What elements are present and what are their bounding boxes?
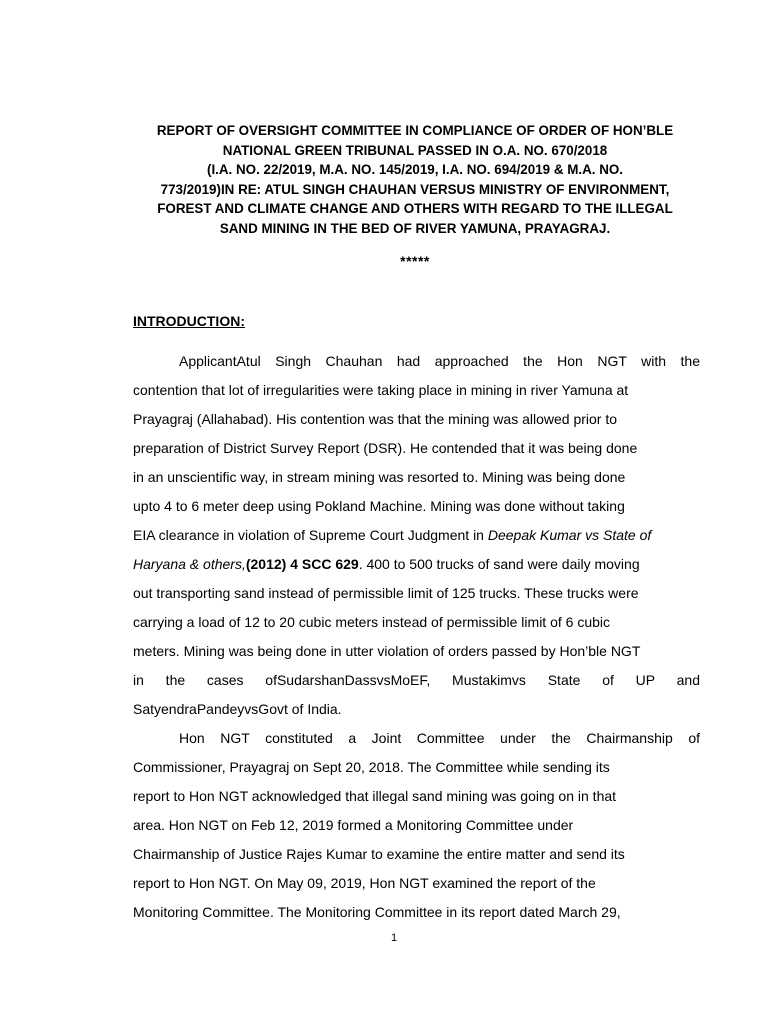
body-line: Commissioner, Prayagraj on Sept 20, 2018. The Committee while sending its [133, 759, 610, 775]
body-line: report to Hon NGT acknowledged that illegal sand mining was going on in that [133, 788, 617, 804]
body-line: in an unscientific way, in stream mining was resorted to. Mining was being done [133, 469, 626, 485]
body-line: report to Hon NGT. On May 09, 2019, Hon NGT examined the report of the [133, 875, 596, 891]
body-line: Chairmanship of Justice Rajes Kumar to examine the entire matter and send its [133, 846, 625, 862]
body-line: Monitoring Committee. The Monitoring Committee in its report dated March 29, [133, 904, 621, 920]
body-line: upto 4 to 6 meter deep using Pokland Machine. Mining was done without taking [133, 498, 625, 514]
page-number: 1 [390, 932, 398, 944]
title-line: (I.A. NO. 22/2019, M.A. NO. 145/2019, I.A. NO. 694/2019 & M.A. NO. [206, 162, 624, 178]
body-line: carrying a load of 12 to 20 cubic meters instead of permissible limit of 6 cubic [133, 614, 611, 630]
case-citation-bold: (2012) 4 SCC 629 [245, 556, 359, 572]
body-line: meters. Mining was being done in utter violation of orders passed by Hon’ble NGT [133, 643, 641, 659]
title-line: REPORT OF OVERSIGHT COMMITTEE IN COMPLIANCE OF ORDER OF HON’BLE [156, 123, 674, 138]
body-line: SatyendraPandeyvsGovt of India. [133, 701, 342, 717]
introduction-body [133, 347, 700, 927]
body-line: in the cases ofSudarshanDassvsMoEF, Mustakimvs State of UP and [133, 672, 700, 688]
body-line: area. Hon NGT on Feb 12, 2019 formed a Monitoring Committee under [133, 817, 574, 833]
body-line: Prayagraj (Allahabad). His contention was that the mining was allowed prior to [133, 411, 618, 427]
body-line [133, 521, 700, 550]
body-line: out transporting sand instead of permissible limit of 125 trucks. These trucks were [133, 585, 639, 601]
body-line: contention that lot of irregularities were taking place in mining in river Yamuna at [133, 382, 629, 398]
body-line: Hon NGT constituted a Joint Committee under the Chairmanship of [179, 730, 700, 746]
title-line: SAND MINING IN THE BED OF RIVER YAMUNA, PRAYAGRAJ. [219, 220, 611, 236]
case-citation-italic: Deepak Kumar vs State of [487, 527, 652, 543]
body-line: ApplicantAtul Singh Chauhan had approached the Hon NGT with the [179, 353, 700, 369]
title-line: NATIONAL GREEN TRIBUNAL PASSED IN O.A. NO. 670/2018 [222, 142, 608, 158]
case-citation-italic: Haryana & others, [133, 556, 246, 572]
separator-stars: ***** [400, 253, 430, 269]
title-line: 773/2019)IN RE: ATUL SINGH CHAUHAN VERSUS MINISTRY OF ENVIRONMENT, [160, 181, 670, 197]
body-text-run: EIA clearance in violation of Supreme Court Judgment in [133, 527, 488, 543]
body-line [133, 550, 700, 579]
body-text-run: . 400 to 500 trucks of sand were daily moving [358, 556, 640, 572]
report-title [128, 121, 702, 239]
section-heading-introduction: INTRODUCTION: [133, 313, 245, 329]
title-line: FOREST AND CLIMATE CHANGE AND OTHERS WITH REGARD TO THE ILLEGAL [157, 201, 673, 217]
body-line: preparation of District Survey Report (DSR). He contended that it was being done [133, 440, 638, 456]
